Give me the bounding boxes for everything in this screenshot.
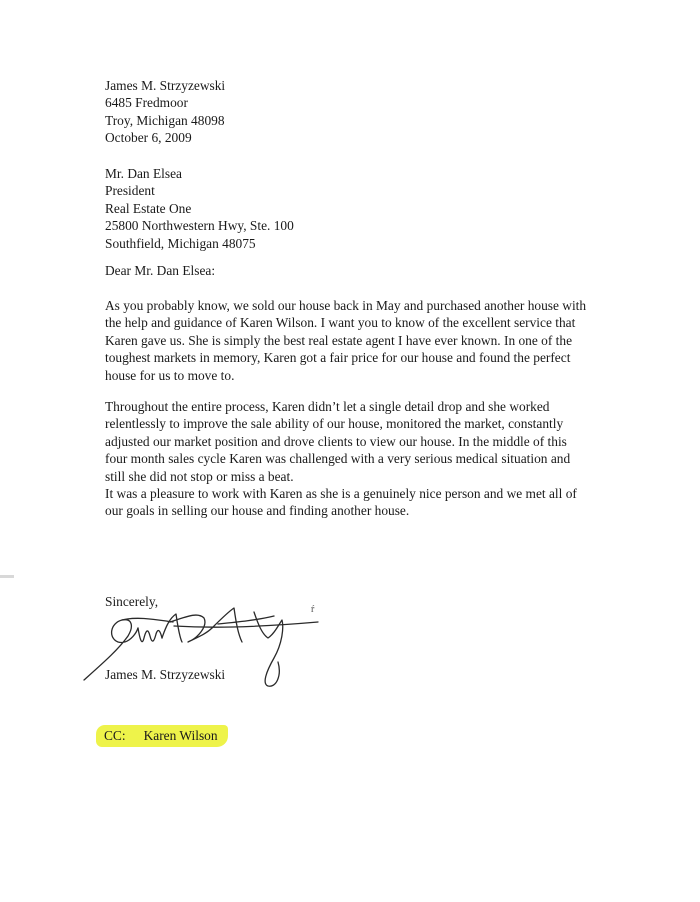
paragraph-line: still she did not stop or miss a beat.	[105, 468, 294, 484]
paragraph-line: the help and guidance of Karen Wilson. I want you to know of the excellent service that	[105, 315, 576, 331]
paragraph-line: adjusted our market position and drove clients to view our house. In the middle of this	[105, 433, 567, 449]
signature-name: James M. Strzyzewski	[105, 667, 226, 682]
paragraph-line: relentlessly to improve the sale ability of our house, monitored the market, constantly	[105, 416, 564, 432]
cc-line	[96, 725, 228, 747]
paragraph-line: As you probably know, we sold our house back in May and purchased another house with	[105, 298, 587, 313]
scan-edge-mark	[0, 575, 14, 578]
salutation: Dear Mr. Dan Elsea:	[105, 263, 216, 278]
recipient-name: Mr. Dan Elsea	[105, 166, 182, 181]
paragraph-1	[105, 297, 665, 384]
recipient-address	[105, 165, 665, 252]
sender-city: Troy, Michigan 48098	[105, 112, 225, 128]
paragraph-line: Karen gave us. She is simply the best real estate agent I have ever known. In one of the	[105, 332, 573, 348]
recipient-title: President	[105, 183, 155, 199]
paragraph-line: Throughout the entire process, Karen didn’t let a single detail drop and she worked	[105, 399, 550, 414]
sender-street: 6485 Fredmoor	[105, 95, 188, 111]
paragraph-line: toughest markets in memory, Karen got a fair price for our house and found the perfect	[105, 350, 571, 366]
closing: Sincerely,	[105, 594, 159, 609]
letter-date: October 6, 2009	[105, 130, 192, 146]
paragraph-line: house for us to move to.	[105, 367, 235, 383]
sender-name: James M. Strzyzewski	[105, 78, 226, 93]
paragraph-line: our goals in selling our house and finding another house.	[105, 503, 410, 519]
sender-address	[105, 77, 665, 147]
stray-mark: ŕ	[311, 604, 315, 615]
paragraph-line: It was a pleasure to work with Karen as she is a genuinely nice person and we met all of	[105, 486, 577, 501]
paragraph-line: four month sales cycle Karen was challenged with a very serious medical situation and	[105, 451, 571, 467]
cc-label: CC:	[104, 728, 126, 743]
cc-recipient: Karen Wilson	[143, 728, 218, 743]
recipient-company: Real Estate One	[105, 200, 192, 216]
paragraph-2	[105, 398, 665, 485]
paragraph-3	[105, 485, 665, 520]
recipient-street: 25800 Northwestern Hwy, Ste. 100	[105, 218, 294, 234]
recipient-city: Southfield, Michigan 48075	[105, 235, 256, 251]
